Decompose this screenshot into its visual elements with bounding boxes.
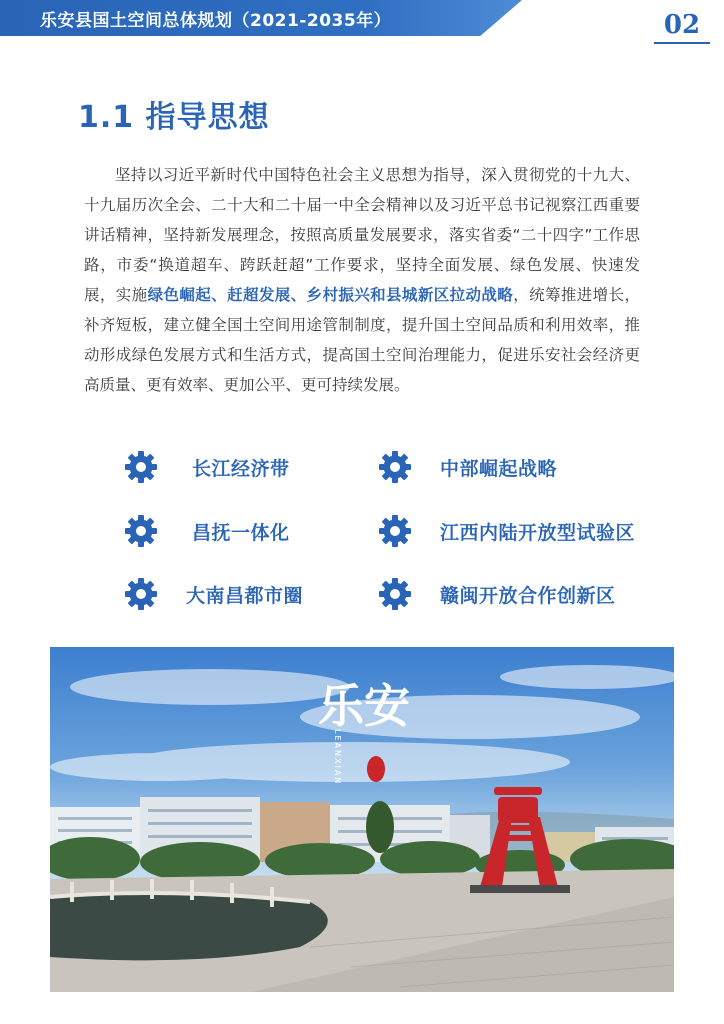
strategy-item <box>124 513 290 549</box>
gear-icon <box>378 450 412 484</box>
paragraph-text-start: 坚持以习近平新时代中国特色社会主义思想为指导，深入贯彻党的十九大、十九届历次全会、二十大和二十届一中全会精神以及习近平总书记视察江西重要讲话精神，坚持新发展理念，按照高质量发展要求，落实省委“二十四字”工作思路，市委“换道超车、跨跃赶超”工作要求，坚持全面发展、绿色发展、快速发展，实施 <box>84 166 640 304</box>
strategy-item <box>378 449 557 485</box>
gear-icon <box>124 514 158 548</box>
strategy-label: 昌抚一体化 <box>192 521 290 544</box>
gear-icon <box>124 577 158 611</box>
page-number: 02 <box>663 10 701 40</box>
paragraph-text-end: ，统筹推进增长，补齐短板，建立健全国土空间用途管制制度，提升国土空间品质和利用效率，推动形成绿色发展方式和生活方式，提高国土空间治理能力，促进乐安社会经济更高质量、更有效率、更加公平、更可持续发展。 <box>84 286 640 394</box>
seal-stamp <box>367 756 385 782</box>
gear-icon <box>124 450 158 484</box>
sculpture-base <box>470 885 570 893</box>
section-heading: 1.1 指导思想 <box>78 100 270 135</box>
strategy-label: 长江经济带 <box>192 457 290 480</box>
guiding-ideology-paragraph <box>84 160 640 400</box>
page-number-underline <box>654 42 710 44</box>
pinyin-text: LEANXIAN <box>333 729 342 786</box>
strategy-label: 赣闽开放合作创新区 <box>440 584 616 607</box>
strategy-item <box>378 513 635 549</box>
strategy-item <box>124 449 290 485</box>
gear-icon <box>378 577 412 611</box>
paragraph-highlight: 绿色崛起、赶超发展、乡村振兴和县城新区拉动战略 <box>147 286 514 304</box>
gear-icon <box>378 514 412 548</box>
strategy-item <box>378 576 616 612</box>
strategy-label: 中部崛起战略 <box>440 457 558 480</box>
county-square-photo <box>50 647 674 992</box>
strategy-label: 大南昌都市圈 <box>186 584 304 607</box>
calligraphy-text: 乐安 <box>318 679 410 733</box>
photo-illustration <box>50 647 674 992</box>
strategy-item <box>124 576 303 612</box>
document-title: 乐安县国土空间总体规划（2021-2035年） <box>40 11 392 31</box>
strategy-label: 江西内陆开放型试验区 <box>440 521 636 544</box>
